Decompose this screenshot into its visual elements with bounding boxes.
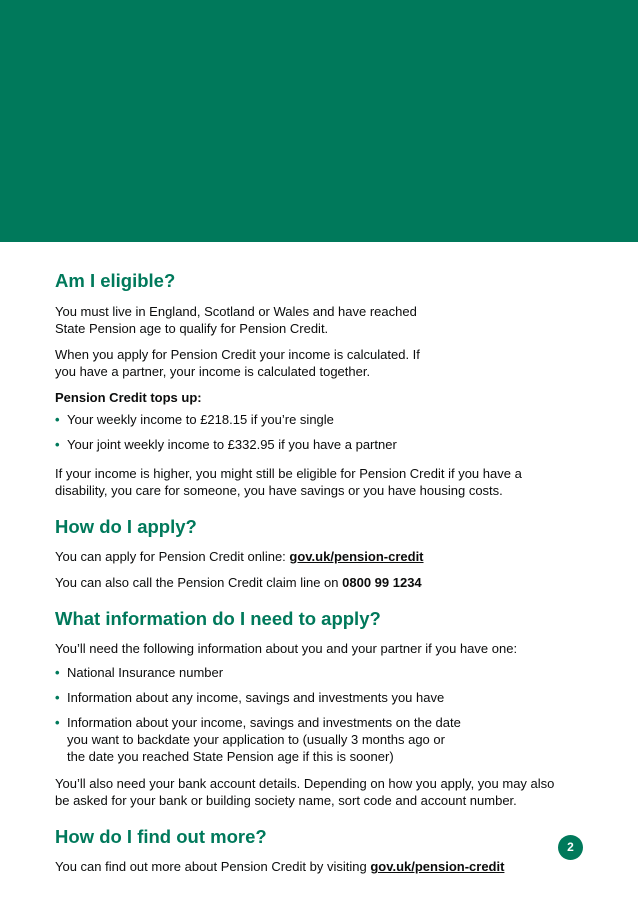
eligibility-paragraph-2: When you apply for Pension Credit your income is calculated. If you have a partner, your income is calculated together. bbox=[55, 347, 420, 379]
information-list bbox=[55, 664, 595, 765]
information-intro: You’ll need the following information about you and your partner if you have one: bbox=[55, 641, 518, 656]
tops-up-list bbox=[55, 411, 595, 453]
bullet-icon: • bbox=[55, 412, 60, 427]
information-outro: You’ll also need your bank account details. Depending on how you apply, you may also be asked for your bank or building society name, sort code and account number. bbox=[55, 776, 555, 808]
pension-credit-link[interactable]: gov.uk/pension-credit bbox=[289, 549, 424, 564]
find-out-more-text: You can find out more about Pension Credit by visiting gov.uk/pension-credit bbox=[55, 859, 505, 874]
page-number-badge: 2 bbox=[558, 835, 583, 860]
phone-number: 0800 99 1234 bbox=[342, 575, 422, 590]
section-how-to-apply bbox=[55, 516, 595, 591]
bullet-icon: • bbox=[55, 690, 60, 705]
list-item: • Your joint weekly income to £332.95 if you have a partner bbox=[55, 437, 397, 452]
main-content bbox=[55, 270, 595, 875]
list-item: • National Insurance number bbox=[55, 665, 224, 680]
section-information-needed bbox=[55, 608, 595, 809]
eligibility-paragraph-3: If your income is higher, you might still be eligible for Pension Credit if you have a disability, you care for someone, you have savings or you have housing costs. bbox=[55, 466, 522, 498]
heading-how-do-i-apply: How do I apply? bbox=[55, 516, 197, 537]
apply-online-text: You can apply for Pension Credit online: gov.uk/pension-credit bbox=[55, 549, 424, 564]
tops-up-subheading: Pension Credit tops up: bbox=[55, 390, 202, 405]
heading-am-i-eligible: Am I eligible? bbox=[55, 270, 176, 291]
heading-what-information: What information do I need to apply? bbox=[55, 608, 381, 629]
list-item: • Your weekly income to £218.15 if you’re single bbox=[55, 412, 334, 427]
eligibility-paragraph-1: You must live in England, Scotland or Wales and have reached State Pension age to qualify for Pension Credit. bbox=[55, 304, 417, 336]
bullet-icon: • bbox=[55, 665, 60, 680]
list-item: • Information about your income, savings and investments on the date you want to backdate your application to (usually 3 months ago or the date you reached State Pension age if this is sooner) bbox=[55, 715, 461, 764]
header-banner bbox=[0, 0, 638, 242]
call-claim-line-text: You can also call the Pension Credit claim line on 0800 99 1234 bbox=[55, 575, 422, 590]
list-item: • Information about any income, savings and investments you have bbox=[55, 690, 445, 705]
heading-find-out-more: How do I find out more? bbox=[55, 826, 267, 847]
pension-credit-link[interactable]: gov.uk/pension-credit bbox=[370, 859, 505, 874]
bullet-icon: • bbox=[55, 437, 60, 452]
section-find-out-more bbox=[55, 826, 595, 875]
bullet-icon: • bbox=[55, 715, 60, 730]
